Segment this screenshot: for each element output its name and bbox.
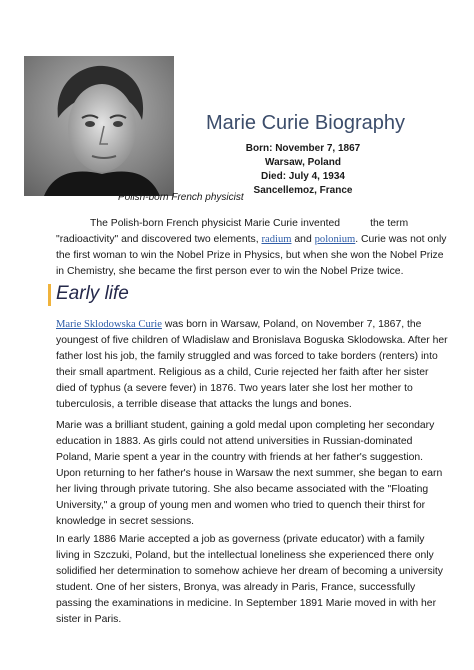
paragraph-line: tuberculosis, a terrible disease that attacks the lungs and bones.	[56, 399, 352, 410]
portrait-caption: Polish-born French physicist	[118, 192, 244, 203]
paragraph-line: died of typhus (a severe fever) in 1876. Two years later she lost her mother to	[56, 383, 413, 394]
early-life-paragraph-3	[56, 532, 443, 628]
paragraph-line: student. One of her sisters, Bronya, was already in Paris, France, successfully	[56, 582, 416, 593]
marie-curie-link[interactable]: Marie Sklodowska Curie	[56, 319, 162, 330]
paragraph-line: her living through private tutoring. She also became associated with the "Floating	[56, 484, 429, 495]
intro-line: "radioactivity" and discovered two elements, radium and polonium. Curie was not only	[56, 234, 447, 245]
radium-link[interactable]: radium	[261, 234, 292, 245]
intro-line: in Chemistry, she became the first person ever to win the Nobel Prize twice.	[56, 266, 404, 277]
paragraph-line: living in Szczuki, Poland, but the intellectual loneliness she experienced there only	[56, 550, 434, 561]
paragraph-line: Poland, Marie spent a year in the country with friends at her father's suggestion.	[56, 452, 424, 463]
section-accent-bar	[48, 284, 51, 306]
paragraph-line: sister in Paris.	[56, 614, 122, 625]
section-heading-early-life: Early life	[56, 283, 129, 304]
paragraph-line: Marie Sklodowska Curie was born in Warsaw, Poland, on November 7, 1867, the	[56, 319, 422, 330]
intro-paragraph	[56, 216, 447, 280]
portrait-image	[24, 56, 174, 196]
paragraph-line: Marie was a brilliant student, gaining a gold medal upon completing her secondary	[56, 420, 435, 431]
paragraph-line: father lost his job, the family struggled and was forced to take borders (renters) into	[56, 351, 438, 362]
paragraph-line: University," a group of young men and women who tried to quench their thirst for	[56, 500, 426, 511]
early-life-paragraph-2	[56, 418, 443, 530]
died-place: Sancellemoz, France	[253, 185, 353, 196]
portrait-photo	[24, 56, 174, 196]
paragraph-line: passing the examinations in medicine. In September 1891 Marie moved in with her	[56, 598, 437, 609]
paragraph-line: knowledge in secret sessions.	[56, 516, 195, 527]
died-date: Died: July 4, 1934	[261, 171, 345, 182]
early-life-paragraph-1	[56, 317, 448, 413]
paragraph-line: solidified her determination to somehow achieve her dream of becoming a university	[56, 566, 443, 577]
paragraph-line: Upon returning to her father's house in Warsaw the next summer, she began to earn	[56, 468, 443, 479]
polonium-link[interactable]: polonium	[314, 234, 356, 245]
born-date: Born: November 7, 1867	[245, 143, 361, 154]
born-place: Warsaw, Poland	[265, 157, 341, 168]
intro-line: the first woman to win the Nobel Prize in Physics, but when she won the Nobel Prize	[56, 250, 444, 261]
paragraph-line: youngest of five children of Wladislaw and Bronislava Boguska Sklodowska. After her	[56, 335, 448, 346]
paragraph-line: their small apartment. Religious as a child, Curie rejected her faith after her sister	[56, 367, 429, 378]
intro-line: The Polish-born French physicist Marie Curie invented the term	[90, 218, 409, 229]
paragraph-line: education in 1883. As girls could not attend universities in Russian-dominated	[56, 436, 413, 447]
page-title: Marie Curie Biography	[206, 112, 405, 134]
paragraph-line: In early 1886 Marie accepted a job as governess (private educator) with a family	[56, 534, 425, 545]
